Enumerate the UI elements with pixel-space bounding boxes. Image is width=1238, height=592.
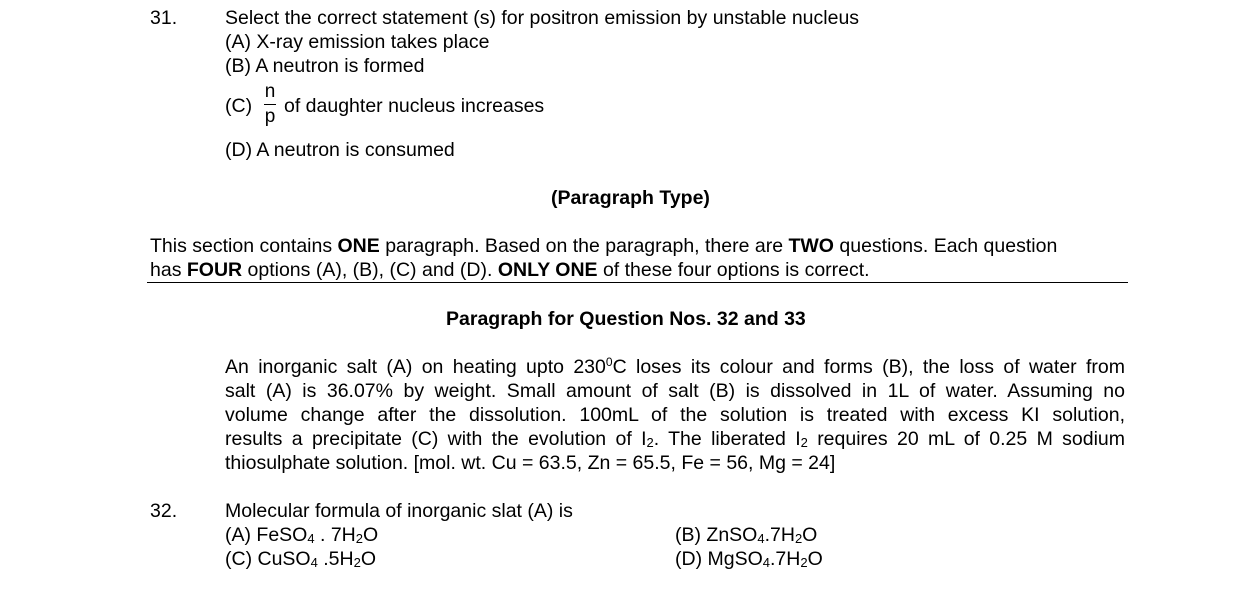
paragraph-heading: Paragraph for Question Nos. 32 and 33	[446, 308, 806, 330]
question-31-option-c-label: (C)	[225, 95, 253, 117]
paragraph-line-5: thiosulphate solution. [mol. wt. Cu = 63.5, Zn = 65.5, Fe = 56, Mg = 24]	[225, 452, 836, 474]
question-31-option-d: (D) A neutron is consumed	[225, 139, 455, 161]
fraction-numerator: n	[264, 81, 276, 102]
section-instructions-line-2: has FOUR options (A), (B), (C) and (D). ONLY ONE of these four options is correct.	[150, 259, 870, 281]
question-31-option-a: (A) X-ray emission takes place	[225, 31, 490, 53]
question-32-stem: Molecular formula of inorganic slat (A) is	[225, 500, 573, 522]
question-32-option-c: (C) CuSO$_4$ $.5H_2O$	[225, 548, 376, 570]
question-32-number: 32.	[150, 500, 178, 522]
question-32-option-b: (B) $ZnSO_4.7H_2O$	[675, 524, 818, 546]
question-31-stem: Select the correct statement (s) for positron emission by unstable nucleus	[225, 7, 860, 29]
question-31-option-b: (B) A neutron is formed	[225, 55, 425, 77]
fraction-denominator: p	[264, 106, 276, 127]
section-instructions-line-1: This section contains ONE paragraph. Based on the paragraph, there are TWO questions. Each question	[150, 235, 1058, 257]
paragraph-line-1: An inorganic salt (A) on heating upto $230^0C$ loses its colour and forms (B), the loss of water from	[225, 355, 1125, 378]
question-32-option-d: (D) $MgSO_4.7H_2O$	[675, 548, 823, 570]
fraction-bar	[264, 104, 276, 105]
paragraph-line-4: results a precipitate (C) with the evolution of $I_2$. The liberated $I_2$ requires 20 mL of 0.25 M sodium	[225, 428, 1126, 450]
paragraph-line-2: salt (A) is 36.07% by weight. Small amount of salt (B) is dissolved in 1L of water. Assuming no	[225, 380, 1125, 402]
n-over-p-fraction	[263, 82, 277, 127]
section-divider	[147, 282, 1128, 283]
section-heading: (Paragraph Type)	[551, 187, 710, 209]
question-31-number: 31.	[150, 7, 178, 29]
question-31-option-c-text: of daughter nucleus increases	[284, 95, 545, 117]
paragraph-line-3: volume change after the dissolution. 100mL of the solution is treated with excess KI solution,	[225, 404, 1125, 426]
question-32-option-a: (A) FeSO$_4$ . $7H_2O$	[225, 524, 379, 546]
